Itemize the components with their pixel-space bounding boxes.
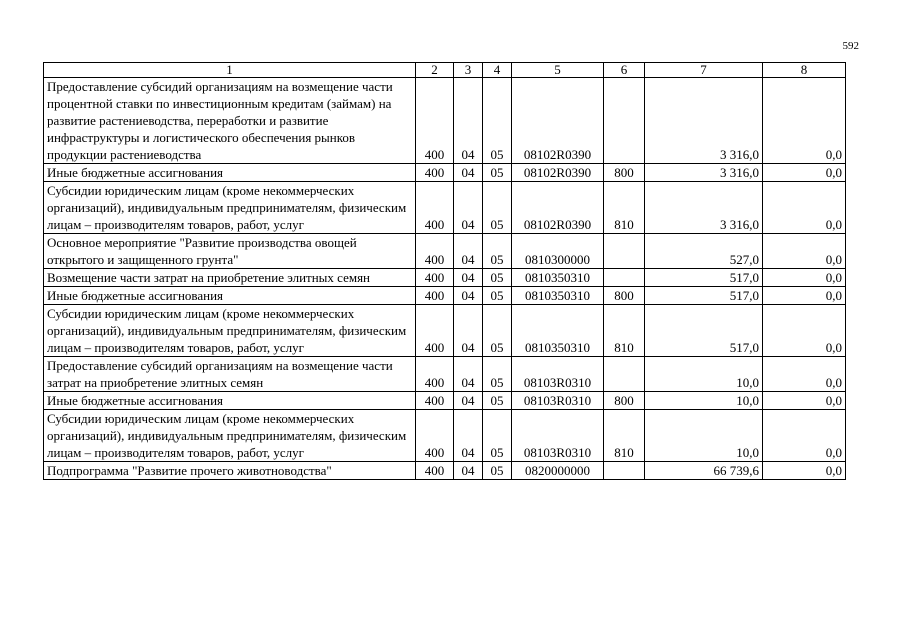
row-name: Подпрограмма "Развитие прочего животноводства" [44,462,416,480]
page-number: 592 [842,40,859,52]
row-amount: 66 739,6 [645,462,763,480]
row-target-code: 08102R0390 [512,78,604,164]
row-expense-type-code: 800 [604,392,645,410]
table-body [44,63,846,480]
row-amount-2: 0,0 [763,269,846,287]
row-expense-type-code: 800 [604,164,645,182]
table-row [44,462,846,480]
row-subsection-code: 05 [483,78,512,164]
row-amount-2: 0,0 [763,182,846,234]
row-ministry-code: 400 [416,305,454,357]
row-subsection-code: 05 [483,305,512,357]
row-section-code: 04 [454,182,483,234]
row-ministry-code: 400 [416,78,454,164]
row-subsection-code: 05 [483,287,512,305]
row-subsection-code: 05 [483,357,512,392]
row-subsection-code: 05 [483,269,512,287]
row-section-code: 04 [454,462,483,480]
row-amount: 3 316,0 [645,164,763,182]
row-section-code: 04 [454,410,483,462]
row-name: Субсидии юридическим лицам (кроме некоммерческих организаций), индивидуальным предпринимателям, физическим лицам – производителям товаров, работ, услуг [44,305,416,357]
row-expense-type-code: 810 [604,182,645,234]
budget-table [43,62,846,480]
table-row [44,164,846,182]
header-cell: 2 [416,63,454,78]
row-amount: 517,0 [645,305,763,357]
row-amount: 527,0 [645,234,763,269]
row-amount: 10,0 [645,410,763,462]
row-section-code: 04 [454,287,483,305]
row-name: Предоставление субсидий организациям на возмещение части затрат на приобретение элитных семян [44,357,416,392]
row-name: Предоставление субсидий организациям на возмещение части процентной ставки по инвестиционным кредитам (займам) на развитие растениеводства, переработки и развитие инфраструктуры и логистического обеспечения рынков продукции растениеводства [44,78,416,164]
header-cell: 6 [604,63,645,78]
row-section-code: 04 [454,164,483,182]
row-amount-2: 0,0 [763,164,846,182]
row-expense-type-code: 800 [604,287,645,305]
row-expense-type-code: 810 [604,305,645,357]
header-cell: 5 [512,63,604,78]
row-ministry-code: 400 [416,410,454,462]
table-row [44,410,846,462]
row-name: Основное мероприятие "Развитие производства овощей открытого и защищенного грунта" [44,234,416,269]
row-amount: 10,0 [645,392,763,410]
row-ministry-code: 400 [416,182,454,234]
row-section-code: 04 [454,392,483,410]
table-row [44,269,846,287]
row-amount: 3 316,0 [645,78,763,164]
row-amount-2: 0,0 [763,392,846,410]
row-expense-type-code: 810 [604,410,645,462]
row-section-code: 04 [454,78,483,164]
row-target-code: 0810350310 [512,305,604,357]
row-amount-2: 0,0 [763,462,846,480]
header-cell: 8 [763,63,846,78]
table-row [44,78,846,164]
row-expense-type-code [604,462,645,480]
row-amount: 3 316,0 [645,182,763,234]
table-row [44,305,846,357]
row-subsection-code: 05 [483,392,512,410]
row-ministry-code: 400 [416,269,454,287]
table-row [44,357,846,392]
row-expense-type-code [604,234,645,269]
row-name: Иные бюджетные ассигнования [44,287,416,305]
row-amount: 517,0 [645,269,763,287]
row-target-code: 0810350310 [512,269,604,287]
row-target-code: 08103R0310 [512,357,604,392]
row-name: Иные бюджетные ассигнования [44,392,416,410]
row-section-code: 04 [454,357,483,392]
row-target-code: 08102R0390 [512,182,604,234]
row-name: Возмещение части затрат на приобретение элитных семян [44,269,416,287]
header-cell: 4 [483,63,512,78]
row-ministry-code: 400 [416,357,454,392]
header-cell: 7 [645,63,763,78]
table-row [44,287,846,305]
header-cell: 3 [454,63,483,78]
table-row [44,234,846,269]
row-amount: 517,0 [645,287,763,305]
row-subsection-code: 05 [483,182,512,234]
row-subsection-code: 05 [483,462,512,480]
row-name: Субсидии юридическим лицам (кроме некоммерческих организаций), индивидуальным предпринимателям, физическим лицам – производителям товаров, работ, услуг [44,410,416,462]
row-amount-2: 0,0 [763,410,846,462]
table-row [44,392,846,410]
row-amount-2: 0,0 [763,287,846,305]
row-expense-type-code [604,357,645,392]
row-amount-2: 0,0 [763,305,846,357]
row-ministry-code: 400 [416,462,454,480]
row-target-code: 08103R0310 [512,392,604,410]
row-ministry-code: 400 [416,392,454,410]
row-target-code: 0820000000 [512,462,604,480]
row-subsection-code: 05 [483,164,512,182]
row-ministry-code: 400 [416,287,454,305]
row-subsection-code: 05 [483,234,512,269]
row-amount-2: 0,0 [763,78,846,164]
row-expense-type-code [604,269,645,287]
row-expense-type-code [604,78,645,164]
header-row [44,63,846,78]
row-name: Субсидии юридическим лицам (кроме некоммерческих организаций), индивидуальным предпринимателям, физическим лицам – производителям товаров, работ, услуг [44,182,416,234]
row-amount-2: 0,0 [763,357,846,392]
row-name: Иные бюджетные ассигнования [44,164,416,182]
row-ministry-code: 400 [416,234,454,269]
row-amount: 10,0 [645,357,763,392]
row-amount-2: 0,0 [763,234,846,269]
row-section-code: 04 [454,234,483,269]
table-row [44,182,846,234]
row-target-code: 0810300000 [512,234,604,269]
row-target-code: 0810350310 [512,287,604,305]
row-subsection-code: 05 [483,410,512,462]
row-target-code: 08102R0390 [512,164,604,182]
row-section-code: 04 [454,305,483,357]
row-target-code: 08103R0310 [512,410,604,462]
row-ministry-code: 400 [416,164,454,182]
row-section-code: 04 [454,269,483,287]
header-cell: 1 [44,63,416,78]
